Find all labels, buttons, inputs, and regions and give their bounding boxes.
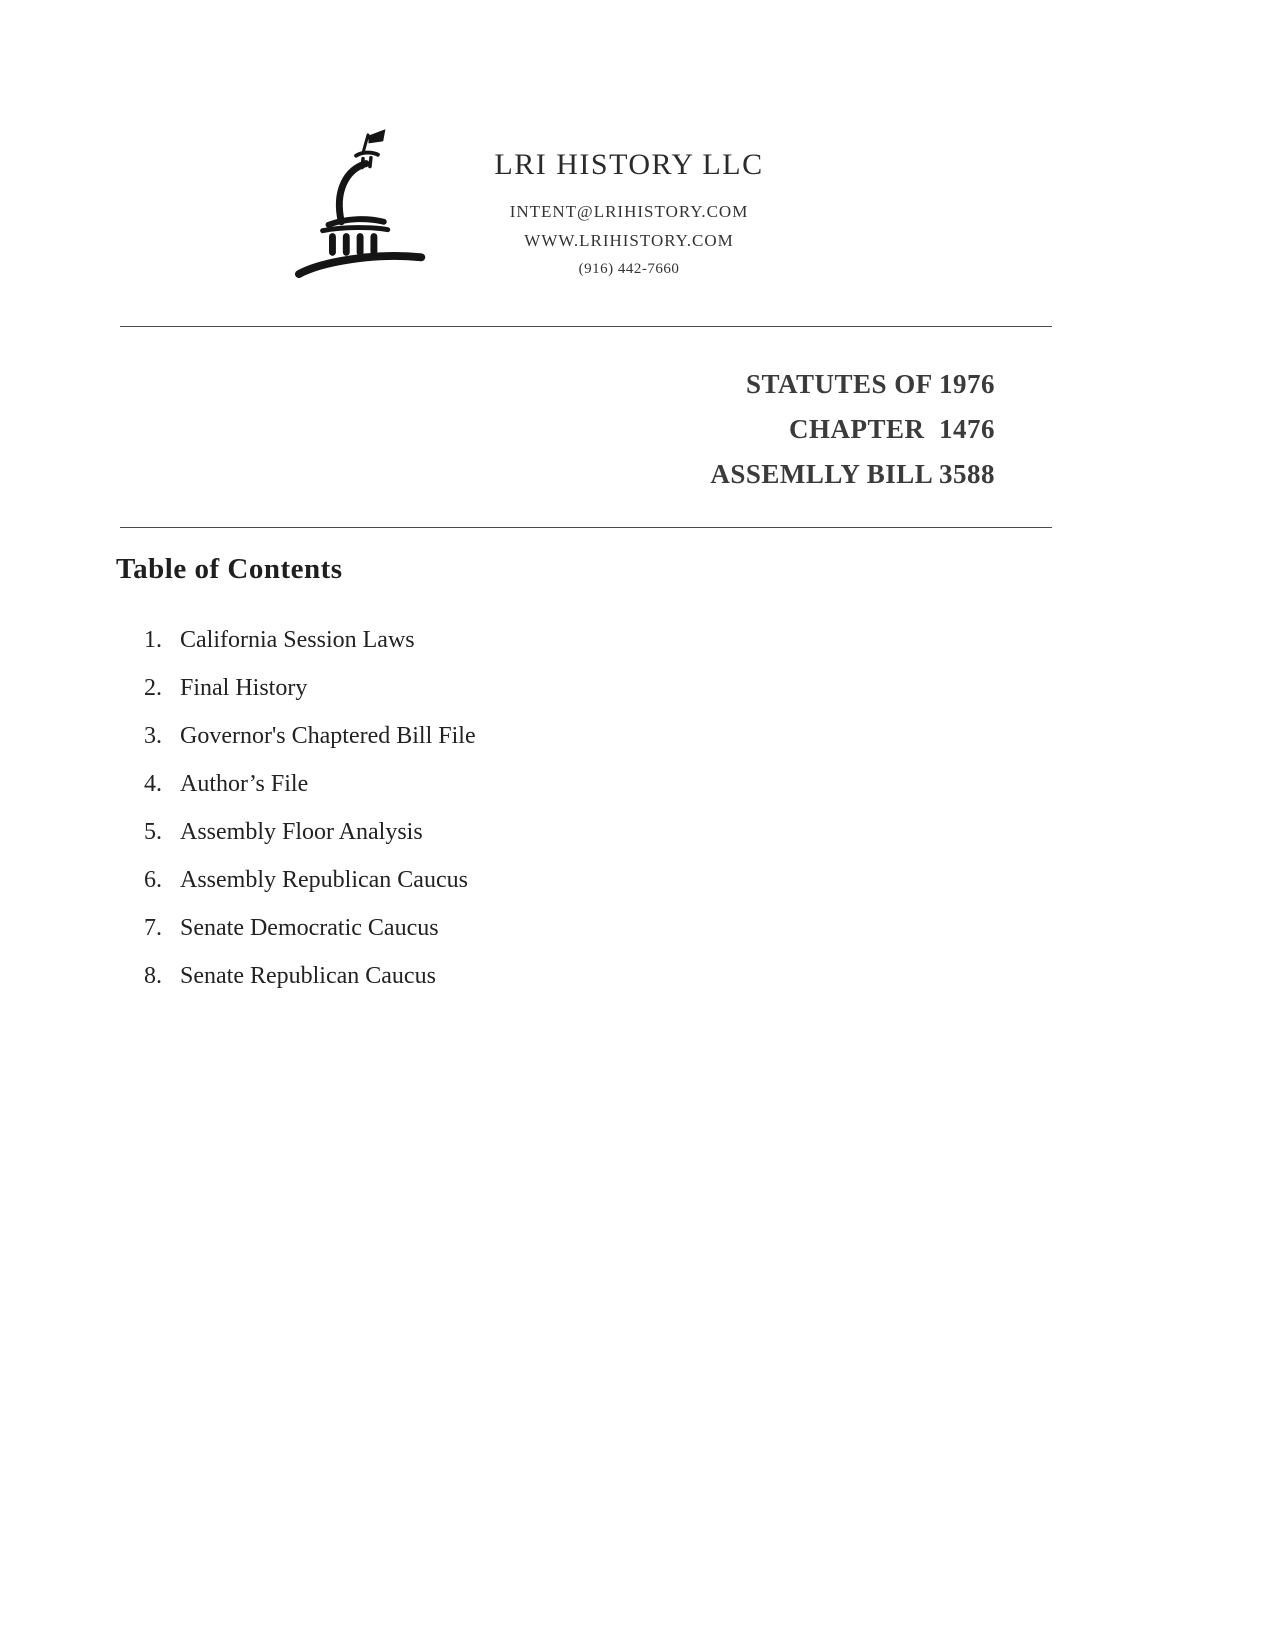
toc-item <box>144 626 916 654</box>
letterhead-text <box>459 126 799 278</box>
toc-item <box>144 770 916 798</box>
toc-item-number: 8. <box>144 963 162 989</box>
toc-item-number: 5. <box>144 819 162 845</box>
toc-item <box>144 962 916 990</box>
toc-item-number: 6. <box>144 867 162 893</box>
toc-item-number: 7. <box>144 915 162 941</box>
chapter-line: CHAPTER 1476 <box>788 414 995 444</box>
toc-item <box>144 914 916 942</box>
company-email: INTENT@LRIHISTORY.COM <box>509 202 749 221</box>
title-block <box>710 362 995 497</box>
toc-item-label: Assembly Republican Caucus <box>180 867 468 893</box>
toc-item-number: 1. <box>144 627 162 653</box>
toc-item-label: Author’s File <box>180 771 309 797</box>
letterhead <box>293 126 799 284</box>
toc-item-label: Senate Republican Caucus <box>180 963 436 989</box>
divider-top <box>120 326 1052 327</box>
toc-item-label: Final History <box>180 675 308 701</box>
table-of-contents <box>116 553 916 1010</box>
toc-item-label: Assembly Floor Analysis <box>180 819 423 845</box>
company-website: WWW.LRIHISTORY.COM <box>524 231 734 250</box>
company-name: LRI HISTORY LLC <box>494 148 764 181</box>
toc-heading: Table of Contents <box>116 553 343 585</box>
toc-item <box>144 866 916 894</box>
divider-middle <box>120 527 1052 528</box>
toc-item <box>144 818 916 846</box>
assembly-bill-line: ASSEMLLY BILL 3588 <box>710 459 995 489</box>
toc-item-number: 2. <box>144 675 162 701</box>
toc-item-label: Senate Democratic Caucus <box>180 915 439 941</box>
toc-item <box>144 722 916 750</box>
toc-item-number: 3. <box>144 723 162 749</box>
capitol-dome-logo-icon <box>293 126 441 284</box>
toc-item-label: Governor's Chaptered Bill File <box>180 723 476 749</box>
toc-item-label: California Session Laws <box>180 627 415 653</box>
toc-list <box>116 626 916 990</box>
company-phone: (916) 442-7660 <box>578 261 680 277</box>
toc-item <box>144 674 916 702</box>
toc-item-number: 4. <box>144 771 162 797</box>
statutes-year-line: STATUTES OF 1976 <box>745 369 995 399</box>
